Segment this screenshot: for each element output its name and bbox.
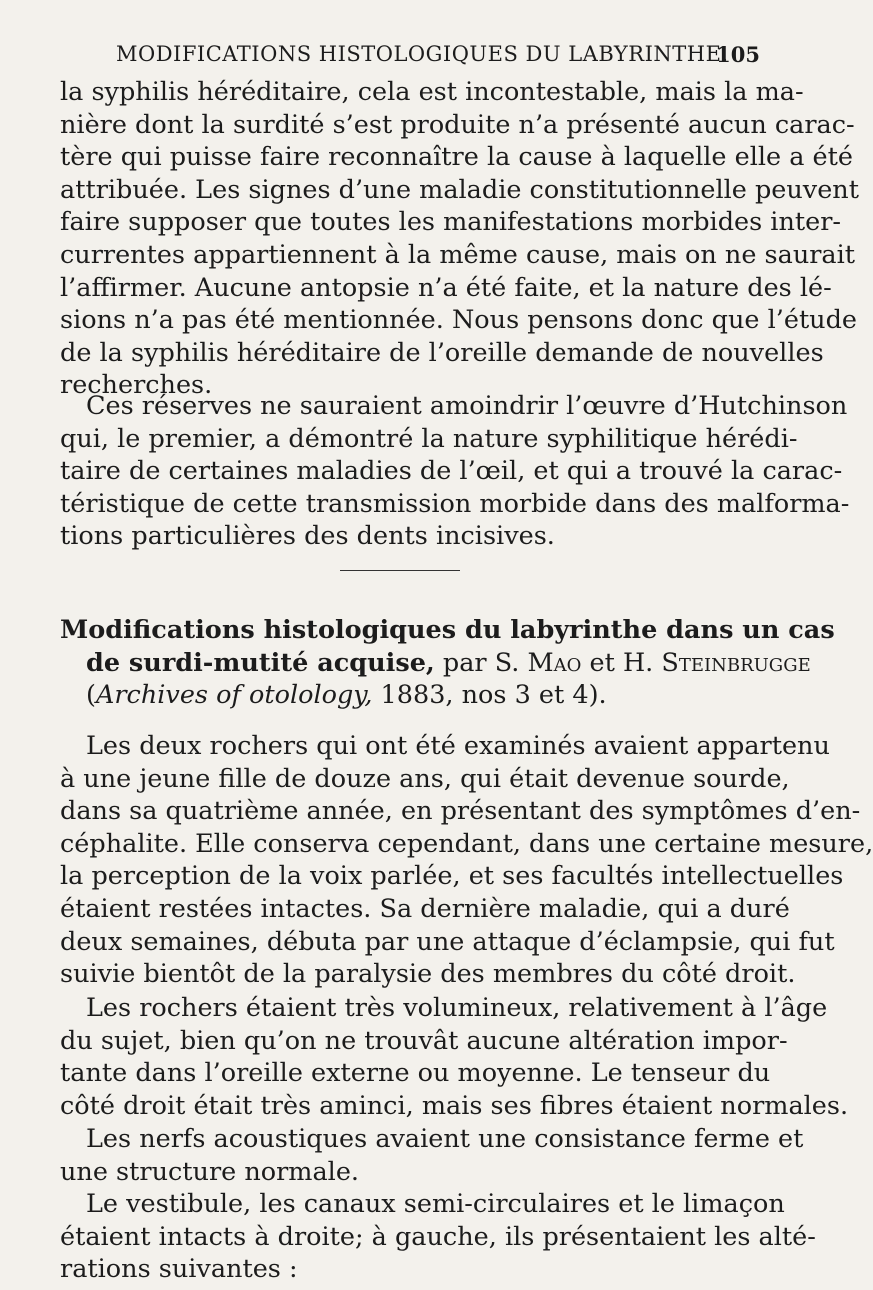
text-line: du sujet, bien qu’on ne trouvât aucune altération impor- xyxy=(60,1025,788,1056)
text-line: faire supposer que toutes les manifestations morbides inter- xyxy=(60,207,842,238)
paragraph-2 xyxy=(60,390,850,553)
text-line: la perception de la voix parlée, et ses facultés intellectuelles xyxy=(60,861,844,892)
text-line: étaient restées intactes. Sa dernière maladie, qui a duré xyxy=(60,893,790,924)
text-line: de la syphilis héréditaire de l’oreille demande de nouvelles xyxy=(60,337,824,368)
text-line: à une jeune fille de douze ans, qui était devenue sourde, xyxy=(60,763,790,794)
article-byline xyxy=(60,647,811,680)
text-line: sions n’a pas été mentionnée. Nous pensons donc que l’étude xyxy=(60,305,858,336)
article-title-cont: de surdi-mutité acquise, xyxy=(86,647,435,678)
text-line: rations suivantes : xyxy=(60,1254,298,1285)
paragraph-5 xyxy=(60,1123,804,1188)
text-line: tante dans l’oreille externe ou moyenne. Le tenseur du xyxy=(60,1058,771,1089)
citation-ref: 1883, nos 3 et 4). xyxy=(380,680,607,711)
paragraph-1 xyxy=(60,76,859,402)
text-line: deux semaines, débuta par une attaque d’éclampsie, qui fut xyxy=(60,926,835,957)
text-line: attribuée. Les signes d’une maladie constitutionnelle peuvent xyxy=(60,174,859,205)
author-2: H. Steinbrugge xyxy=(622,647,811,678)
text-line: nière dont la surdité s’est produite n’a présenté aucun carac- xyxy=(60,109,855,140)
paragraph-6 xyxy=(60,1188,816,1286)
section-divider xyxy=(340,570,460,571)
text-line: étaient intacts à droite; à gauche, ils présentaient les alté- xyxy=(60,1221,816,1252)
article-title: Modifications histologiques du labyrinthe dans un cas xyxy=(60,615,835,645)
text-line: dans sa quatrième année, en présentant des symptômes d’en- xyxy=(60,796,861,827)
running-head xyxy=(110,38,760,68)
running-title: MODIFICATIONS HISTOLOGIQUES DU LABYRINTHE. xyxy=(116,42,729,66)
author-1: S. Mao xyxy=(494,647,582,678)
text-line: Ces réserves ne sauraient amoindrir l’œuvre d’Hutchinson xyxy=(86,391,848,421)
text-line: la syphilis héréditaire, cela est incontestable, mais la ma- xyxy=(60,77,804,107)
text-line: l’affirmer. Aucune antopsie n’a été faite, et la nature des lé- xyxy=(60,272,832,303)
text-line: qui, le premier, a démontré la nature syphilitique hérédi- xyxy=(60,423,798,454)
article-citation: (Archives of otolology, 1883, nos 3 et 4). xyxy=(86,680,607,711)
text-line: téristique de cette transmission morbide dans des malforma- xyxy=(60,488,850,519)
text-line: une structure normale. xyxy=(60,1156,360,1187)
text-line: Les rochers étaient très volumineux, relativement à l’âge xyxy=(86,993,828,1023)
text-line: céphalite. Elle conserva cependant, dans une certaine mesure, xyxy=(60,828,873,859)
paragraph-3 xyxy=(60,730,873,991)
text-line: taire de certaines maladies de l’œil, et qui a trouvé la carac- xyxy=(60,456,843,487)
text-line: tère qui puisse faire reconnaître la cause à laquelle elle a été xyxy=(60,142,853,173)
byline-by: par xyxy=(442,647,487,678)
text-line: suivie bientôt de la paralysie des membres du côté droit. xyxy=(60,959,796,990)
text-line: Le vestibule, les canaux semi-circulaires et le limaçon xyxy=(86,1189,785,1219)
text-line: tions particulières des dents incisives. xyxy=(60,521,555,552)
journal-name: Archives of otolology, xyxy=(95,680,373,711)
text-line: currentes appartiennent à la même cause, mais on ne saurait xyxy=(60,239,856,270)
byline-and: et xyxy=(589,647,615,678)
paragraph-4 xyxy=(60,992,849,1122)
article-heading xyxy=(60,614,835,712)
text-line: côté droit était très aminci, mais ses fibres étaient normales. xyxy=(60,1090,849,1121)
text-line: recherches. xyxy=(60,370,213,401)
page-number: 105 xyxy=(716,42,760,67)
text-line: Les nerfs acoustiques avaient une consistance ferme et xyxy=(86,1124,804,1154)
text-line: Les deux rochers qui ont été examinés avaient appartenu xyxy=(86,731,830,761)
